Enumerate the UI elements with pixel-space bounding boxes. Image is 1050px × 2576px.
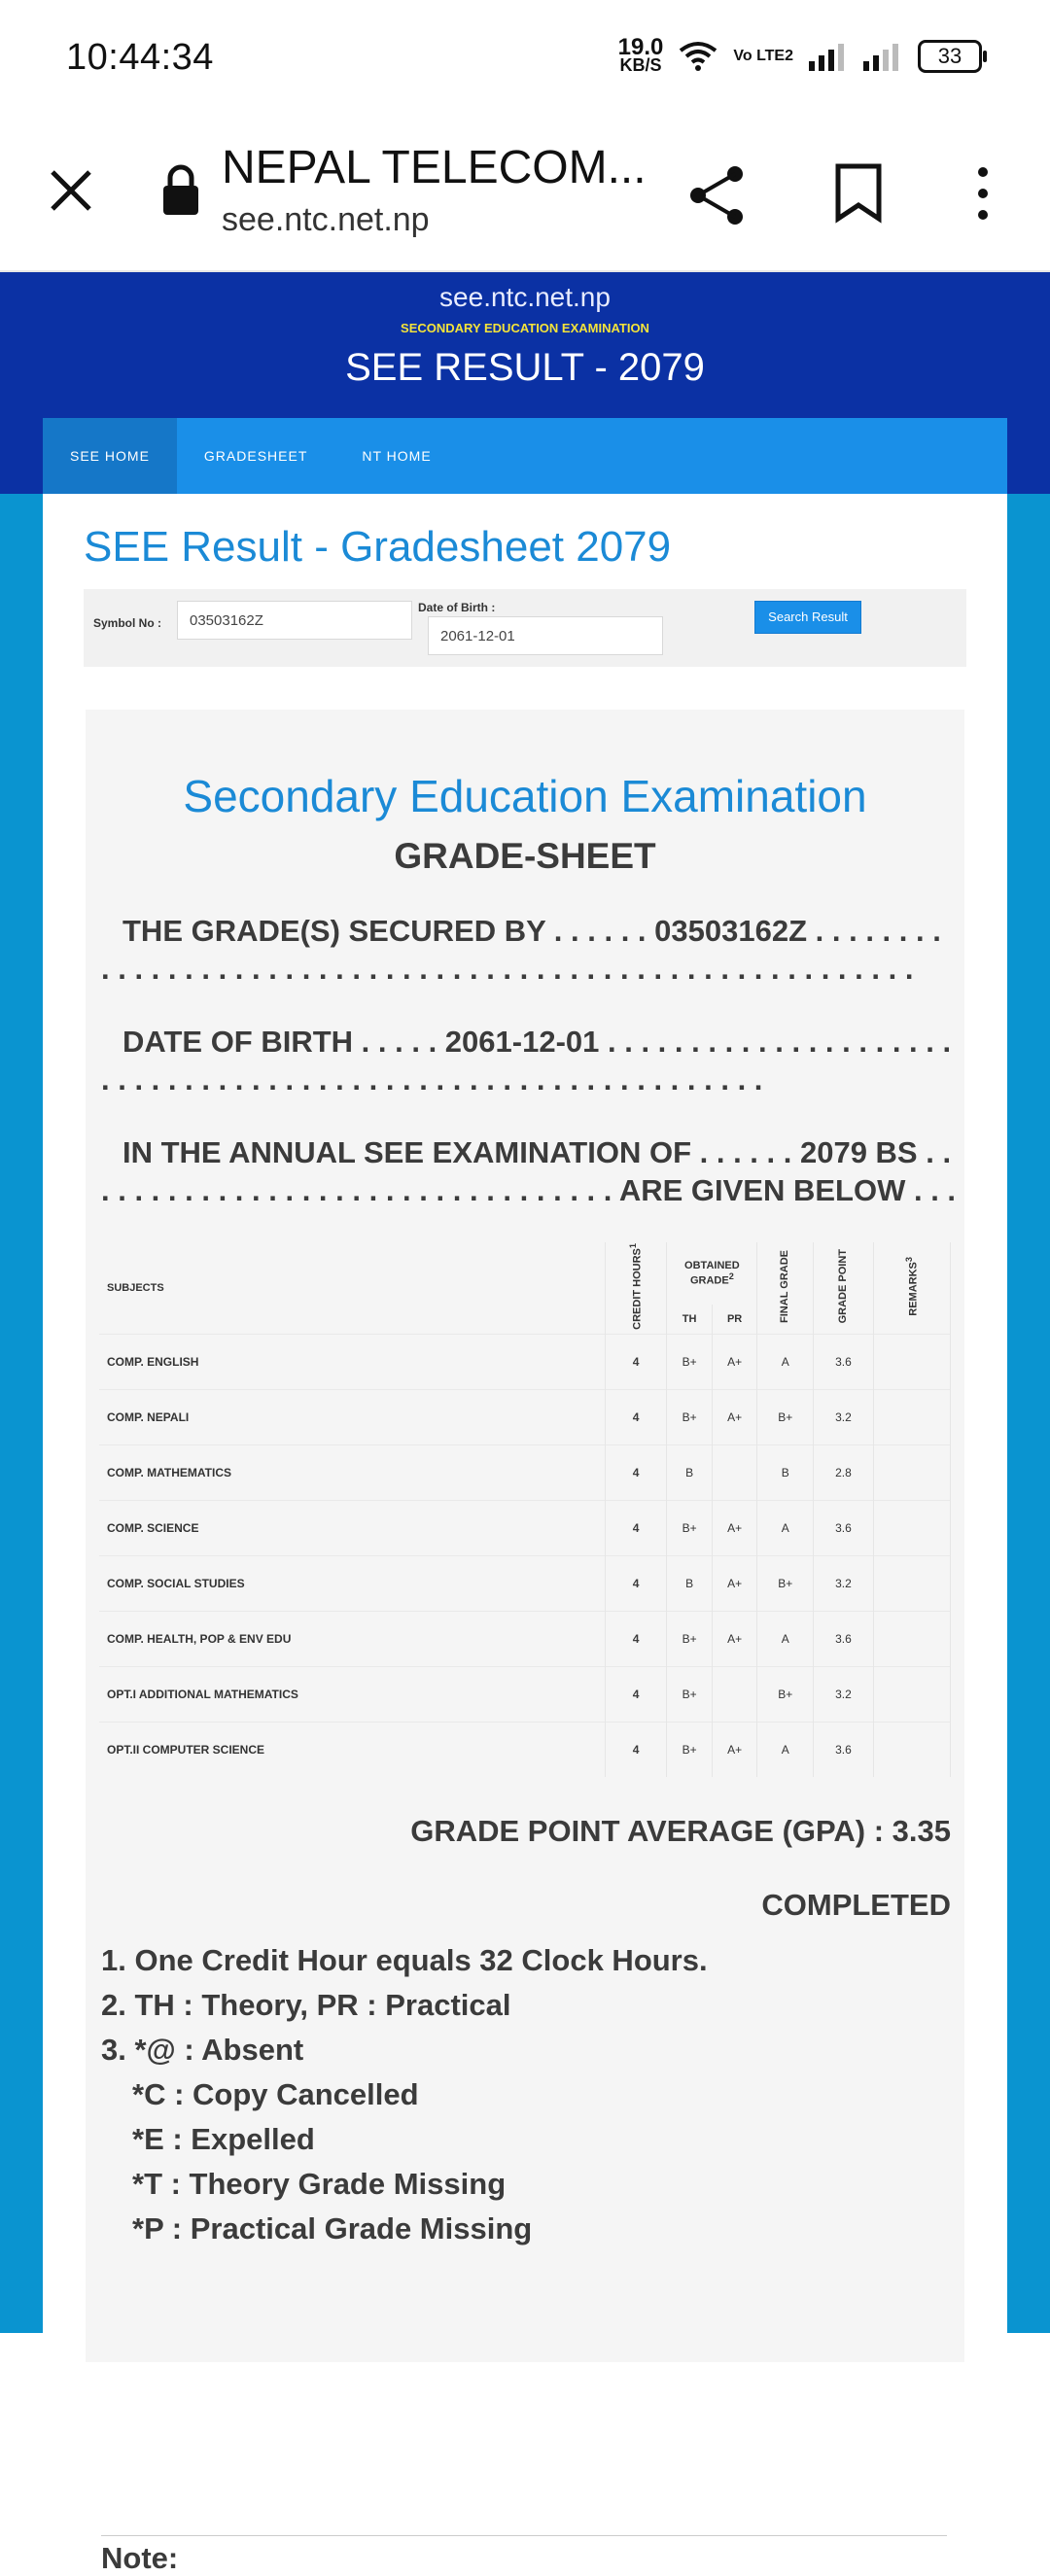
nav-item-nt-home[interactable]: NT HOME xyxy=(362,448,432,464)
page-title[interactable]: NEPAL TELECOM... xyxy=(222,142,647,193)
practical-grade-cell: A+ xyxy=(712,1555,756,1611)
final-grade-cell: A xyxy=(757,1722,814,1777)
table-row xyxy=(99,1722,951,1777)
dob-line: DATE OF BIRTH . . . . . 2061-12-01 . . . . . . . . . . . . . . . . . . . . . . . . . . . . . . . . . . . . . . . . . . . . . . . . . . . . . . . . . . . . . xyxy=(101,1025,952,1097)
network-speed-value: 19.0 xyxy=(617,34,664,60)
theory-grade-cell: B+ xyxy=(667,1666,712,1722)
practical-grade-cell: A+ xyxy=(712,1389,756,1445)
credit-hours-cell: 4 xyxy=(605,1666,667,1722)
credit-hours-cell: 4 xyxy=(605,1445,667,1500)
final-grade-cell: B+ xyxy=(757,1389,814,1445)
search-form xyxy=(84,589,966,667)
battery-indicator: 33 xyxy=(918,40,982,73)
practical-grade-cell: A+ xyxy=(712,1611,756,1666)
credit-hours-cell: 4 xyxy=(605,1334,667,1389)
note-item: *P : Practical Grade Missing xyxy=(132,2211,533,2245)
credit-hours-cell: 4 xyxy=(605,1555,667,1611)
signal-icon xyxy=(809,42,848,71)
bookmark-icon[interactable] xyxy=(834,162,883,223)
header-final-grade xyxy=(757,1242,814,1334)
sheet-subtitle: GRADE-SHEET xyxy=(394,836,656,876)
final-grade-cell: B+ xyxy=(757,1666,814,1722)
header-pr: PR xyxy=(712,1305,756,1335)
note-item: *T : Theory Grade Missing xyxy=(132,2167,507,2201)
exam-line: IN THE ANNUAL SEE EXAMINATION OF . . . . . . 2079 BS . . . . . . . . . . . . . . . . . . . . . . . . . . . . . . . . . ARE GIVEN BELOW . . . xyxy=(101,1135,957,1207)
remarks-cell xyxy=(873,1611,950,1666)
remarks-cell xyxy=(873,1722,950,1777)
practical-grade-cell xyxy=(712,1666,756,1722)
remarks-cell xyxy=(873,1666,950,1722)
note-item: 1. One Credit Hour equals 32 Clock Hours. xyxy=(101,1943,708,1977)
grade-point-cell: 3.6 xyxy=(814,1722,874,1777)
banner-title: SEE RESULT - 2079 xyxy=(345,346,705,389)
header-credit-hours xyxy=(605,1242,667,1334)
symbol-input[interactable]: 03503162Z xyxy=(177,601,412,640)
table-row xyxy=(99,1445,951,1500)
url-domain[interactable]: see.ntc.net.np xyxy=(222,201,430,238)
final-grade-cell: B xyxy=(757,1445,814,1500)
network-speed xyxy=(617,34,664,75)
table-row xyxy=(99,1611,951,1666)
practical-grade-cell xyxy=(712,1445,756,1500)
signal-icon-sim2 xyxy=(863,42,902,71)
result-status: COMPLETED xyxy=(761,1888,951,1922)
nav-item-gradesheet[interactable]: GRADESHEET xyxy=(203,448,308,464)
note-divider xyxy=(101,2535,947,2536)
notes-list xyxy=(101,1938,708,2251)
header-credit-hours-text: CREDIT HOURS xyxy=(631,1248,644,1330)
credit-hours-cell: 4 xyxy=(605,1722,667,1777)
site-banner xyxy=(0,272,1050,494)
dob-input[interactable]: 2061-12-01 xyxy=(428,616,663,655)
theory-grade-cell: B xyxy=(667,1445,712,1500)
banner-subtitle: SECONDARY EDUCATION EXAMINATION xyxy=(401,321,649,335)
grade-point-cell: 3.6 xyxy=(814,1334,874,1389)
header-obtained-grade xyxy=(667,1242,757,1305)
more-options-icon[interactable] xyxy=(968,164,998,223)
grade-point-cell: 3.2 xyxy=(814,1555,874,1611)
header-remarks xyxy=(873,1242,950,1334)
theory-grade-cell: B+ xyxy=(667,1500,712,1555)
remarks-cell xyxy=(873,1500,950,1555)
subject-cell: OPT.II COMPUTER SCIENCE xyxy=(99,1722,605,1777)
table-row xyxy=(99,1334,951,1389)
subject-cell: COMP. SOCIAL STUDIES xyxy=(99,1555,605,1611)
banner-domain: see.ntc.net.np xyxy=(439,282,611,312)
lock-icon[interactable] xyxy=(161,162,200,217)
table-row xyxy=(99,1666,951,1722)
page-heading: SEE Result - Gradesheet 2079 xyxy=(84,523,672,571)
table-row xyxy=(99,1500,951,1555)
note-heading: Note: xyxy=(101,2541,179,2575)
subject-cell: COMP. MATHEMATICS xyxy=(99,1445,605,1500)
web-page xyxy=(0,272,1050,2575)
grades-table xyxy=(99,1242,951,1777)
header-remarks-sup: 3 xyxy=(904,1257,915,1263)
remarks-cell xyxy=(873,1334,950,1389)
subject-cell: COMP. HEALTH, POP & ENV EDU xyxy=(99,1611,605,1666)
remarks-cell xyxy=(873,1555,950,1611)
final-grade-cell: A xyxy=(757,1611,814,1666)
wifi-icon xyxy=(679,41,718,72)
header-remarks-text: REMARKS xyxy=(907,1262,920,1316)
grade-point-cell: 3.2 xyxy=(814,1389,874,1445)
network-speed-unit: KB/S xyxy=(619,55,662,75)
theory-grade-cell: B+ xyxy=(667,1722,712,1777)
header-point-text: GRADE POINT xyxy=(836,1249,849,1324)
subject-cell: COMP. ENGLISH xyxy=(99,1334,605,1389)
note-item: 3. *@ : Absent xyxy=(101,2033,304,2067)
header-credit-sup: 1 xyxy=(628,1243,639,1249)
credit-hours-cell: 4 xyxy=(605,1500,667,1555)
sheet-title: Secondary Education Examination xyxy=(183,771,867,821)
main-nav xyxy=(43,418,1007,494)
close-icon[interactable] xyxy=(47,166,95,215)
subject-cell: OPT.I ADDITIONAL MATHEMATICS xyxy=(99,1666,605,1722)
subject-cell: COMP. NEPALI xyxy=(99,1389,605,1445)
theory-grade-cell: B xyxy=(667,1555,712,1611)
header-grade-point xyxy=(814,1242,874,1334)
final-grade-cell: A xyxy=(757,1334,814,1389)
status-icons xyxy=(617,34,982,75)
share-icon[interactable] xyxy=(686,164,749,226)
practical-grade-cell: A+ xyxy=(712,1500,756,1555)
grade-sheet xyxy=(86,710,964,2575)
credit-hours-cell: 4 xyxy=(605,1611,667,1666)
table-row xyxy=(99,1555,951,1611)
browser-toolbar xyxy=(0,122,1050,272)
grade-point-cell: 2.8 xyxy=(814,1445,874,1500)
search-result-button[interactable]: Search Result xyxy=(754,601,861,634)
theory-grade-cell: B+ xyxy=(667,1334,712,1389)
practical-grade-cell: A+ xyxy=(712,1722,756,1777)
volte-indicator: Vo LTE2 xyxy=(733,48,793,64)
header-obtained-sup: 2 xyxy=(728,1271,734,1281)
practical-grade-cell: A+ xyxy=(712,1334,756,1389)
note-item: *E : Expelled xyxy=(132,2122,315,2156)
grade-point-cell: 3.6 xyxy=(814,1611,874,1666)
final-grade-cell: B+ xyxy=(757,1555,814,1611)
final-grade-cell: A xyxy=(757,1500,814,1555)
gpa-line: GRADE POINT AVERAGE (GPA) : 3.35 xyxy=(410,1814,951,1848)
header-th: TH xyxy=(667,1305,712,1335)
remarks-cell xyxy=(873,1445,950,1500)
content-card xyxy=(43,494,1007,2575)
symbol-label: Symbol No : xyxy=(93,616,162,630)
grade-point-cell: 3.2 xyxy=(814,1666,874,1722)
status-bar xyxy=(0,0,1050,122)
header-subjects: SUBJECTS xyxy=(99,1242,605,1334)
remarks-cell xyxy=(873,1389,950,1445)
status-time: 10:44:34 xyxy=(66,37,214,78)
header-final-text: FINAL GRADE xyxy=(779,1249,791,1323)
grade-point-cell: 3.6 xyxy=(814,1500,874,1555)
secured-by-line: THE GRADE(S) SECURED BY . . . . . . 03503162Z . . . . . . . . . . . . . . . . . . . . . . . . . . . . . . . . . . . . . . . . . . . . . . . . . . . . . . . . . xyxy=(101,914,941,986)
note-item: *C : Copy Cancelled xyxy=(132,2077,419,2111)
table-row xyxy=(99,1389,951,1445)
theory-grade-cell: B+ xyxy=(667,1389,712,1445)
dob-label: Date of Birth : xyxy=(418,601,496,614)
theory-grade-cell: B+ xyxy=(667,1611,712,1666)
nav-item-see-home[interactable]: SEE HOME xyxy=(43,418,177,494)
note-item: 2. TH : Theory, PR : Practical xyxy=(101,1988,511,2022)
header-obtained-text: OBTAINED GRADE xyxy=(684,1260,740,1287)
subject-cell: COMP. SCIENCE xyxy=(99,1500,605,1555)
credit-hours-cell: 4 xyxy=(605,1389,667,1445)
